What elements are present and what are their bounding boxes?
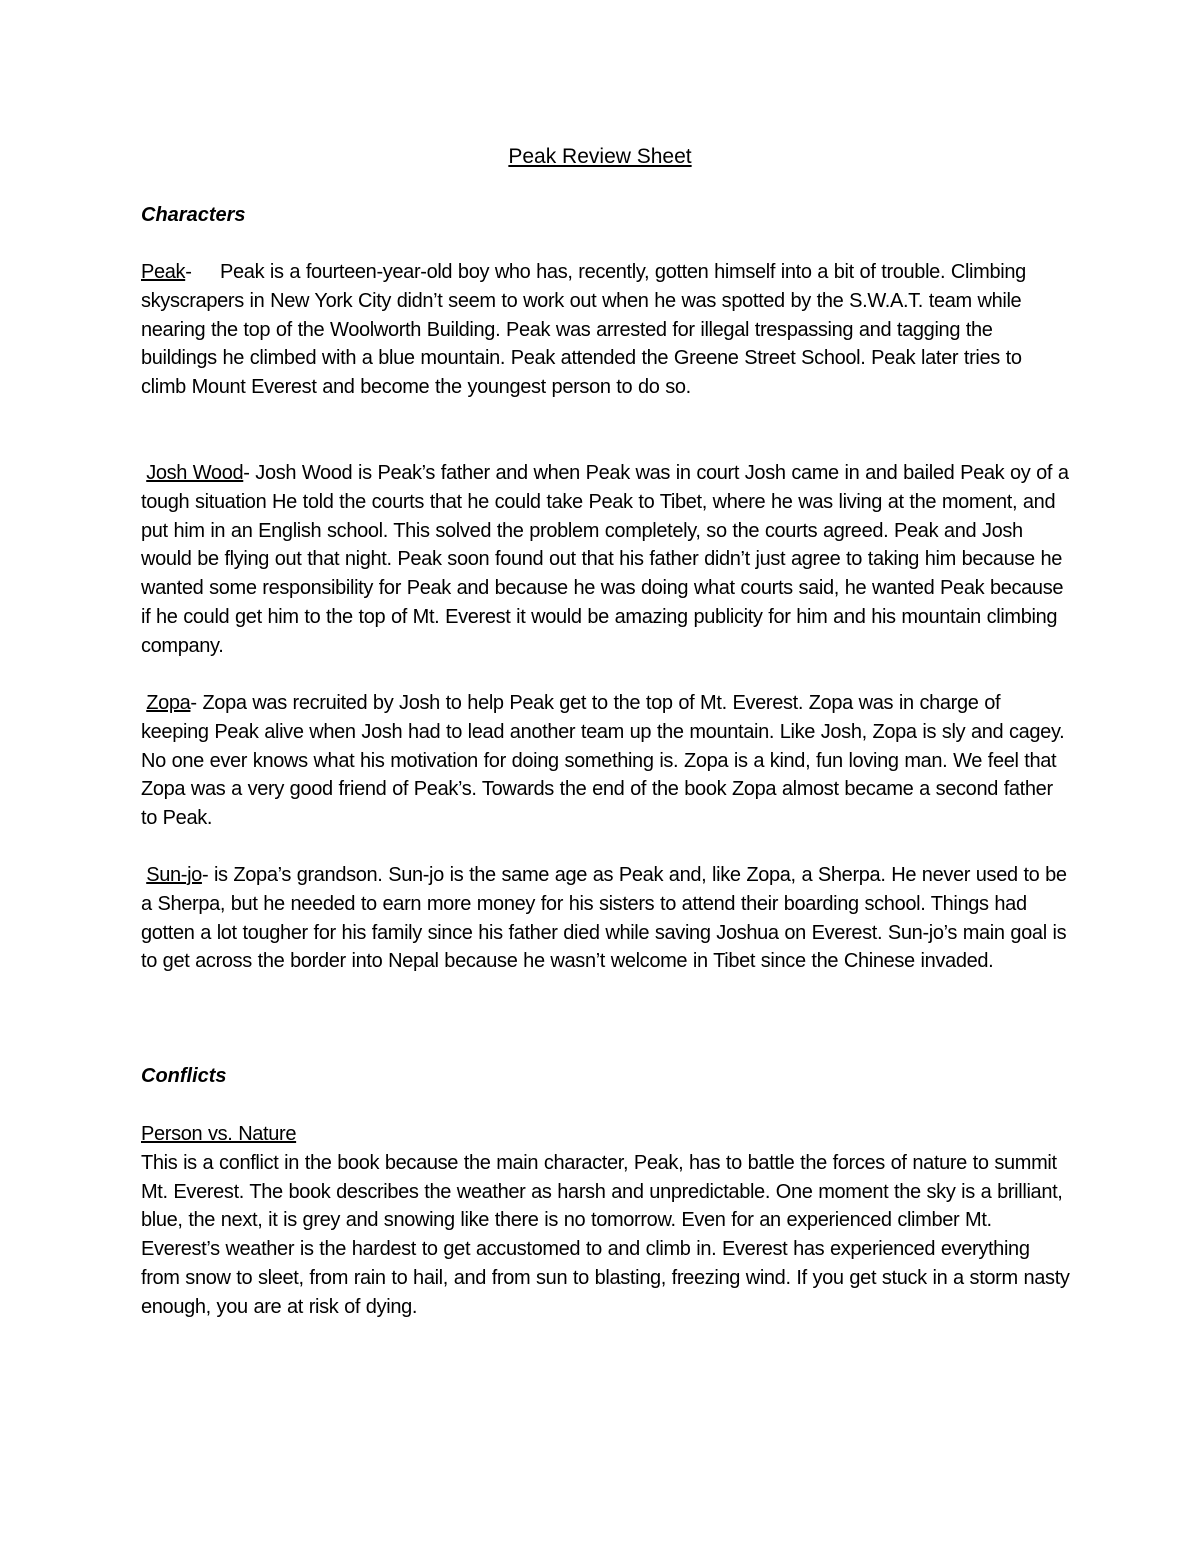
character-description: Zopa was recruited by Josh to help Peak get to the top of Mt. Everest. Zopa was in charge of keeping Peak alive when Josh had to lead another team up the mountain. Like Josh, Zopa is sly and cagey. No one ever knows what his motivation for doing something is. Zopa is a kind, fun loving man. We feel that Zopa was a very good friend of Peak’s. Towards the end of the book Zopa almost became a second father to Peak. [141,692,1065,830]
character-description: Josh Wood is Peak’s father and when Peak was in court Josh came in and bailed Peak oy of a tough situation He told the courts that he could take Peak to Tibet, where he was living at the moment, and put him in an English school. This solved the problem completely, so the courts agreed. Peak and Josh would be flying out that night. Peak soon found out that his father didn’t just agree to taking him because he wanted some responsibility for Peak and because he was doing what courts said, he wanted Peak because if he could get him to the top of Mt. Everest it would be amazing publicity for him and his mountain climbing company. [141,462,1069,657]
character-entry-zopa [141,689,1071,833]
section-heading-characters: Characters [141,204,246,226]
entry-separator: - [190,692,203,714]
character-entry-peak [141,258,1071,402]
entry-separator: - [243,462,256,484]
entry-separator: - [201,864,214,886]
character-term: Sun-jo [146,864,202,886]
conflict-description: This is a conflict in the book because the main character, Peak, has to battle the forces of nature to summit Mt. Everest. The book describes the weather as harsh and unpredictable. One moment the sky is a brilliant, blue, the next, it is grey and snowing like there is no tomorrow. Even for an experienced climber Mt. Everest’s weather is the hardest to get accustomed to and climb in. Everest has experienced everything from snow to sleet, from rain to hail, and from sun to blasting, freezing wind. If you get stuck in a storm nasty enough, you are at risk of dying. [141,1151,1070,1318]
character-term: Josh Wood [146,462,244,484]
conflict-entry [141,1120,1071,1322]
character-description: Peak is a fourteen-year-old boy who has, recently, gotten himself into a bit of trouble. Climbing skyscrapers in New York City didn’t seem to work out when he was spotted by the S.W.A.T. team while nearing the top of the Woolworth Building. Peak was arrested for illegal trespassing and tagging the buildings he climbed with a blue mountain. Peak attended the Greene Street School. Peak later tries to climb Mount Everest and become the youngest person to do so. [141,261,1026,399]
character-entry-josh-wood [141,459,1071,661]
character-term: Zopa [146,692,191,714]
section-heading-conflicts: Conflicts [141,1065,227,1087]
character-term: Peak [141,261,186,283]
entry-separator: - [185,261,221,283]
conflict-subheading: Person vs. Nature [141,1123,297,1145]
character-description: is Zopa’s grandson. Sun-jo is the same age as Peak and, like Zopa, a Sherpa. He never used to be a Sherpa, but he needed to earn more money for his sisters to attend their boarding school. Things had gotten a lot tougher for his family since his father died while saving Joshua on Everest. Sun-jo’s main goal is to get across the border into Nepal because he wasn’t welcome in Tibet since the Chinese invaded. [141,864,1067,973]
character-entry-sun-jo [141,861,1071,976]
document-title: Peak Review Sheet [508,145,692,168]
